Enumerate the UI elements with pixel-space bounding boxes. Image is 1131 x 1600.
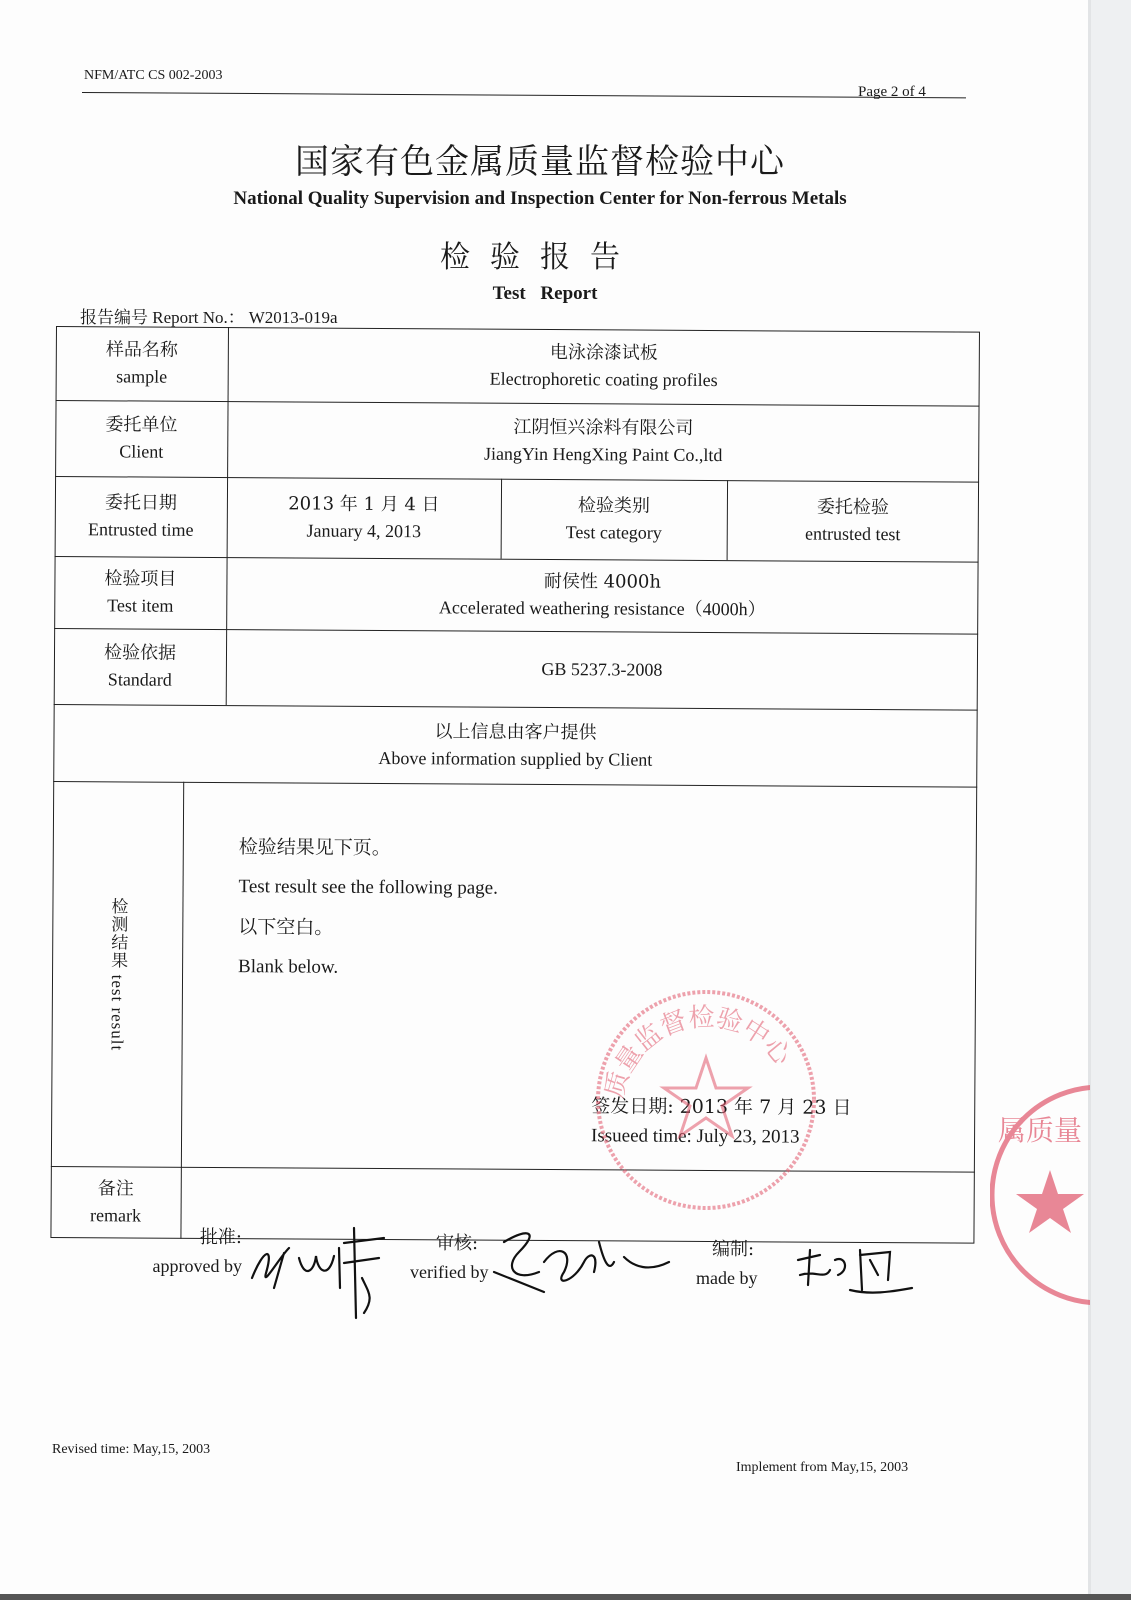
client-label: 委托单位 Client <box>105 414 178 462</box>
revised-time: Revised time: May,15, 2003 <box>52 1442 211 1457</box>
approved-by: 批准: approved by <box>152 1227 242 1276</box>
verified-by: 审核: verified by <box>410 1233 489 1282</box>
test-item-value: 耐侯性 4000h Accelerated weathering resistance（4000h） <box>438 570 766 620</box>
standard-value: GB 5237.3-2008 <box>541 658 663 680</box>
entrusted-value: 2013 年 1 月 4 日 January 4, 2013 <box>288 493 440 542</box>
report-number: 报告编号 Report No.： W2013-019a <box>80 308 338 327</box>
title-en: National Quality Supervision and Inspection Center for Non-ferrous Metals <box>233 188 847 209</box>
report-title-cn: 检验报告 <box>440 240 640 275</box>
page-number: Page 2 of 4 <box>858 84 926 100</box>
edge-seal <box>990 1080 1090 1310</box>
remark-label: 备注 remark <box>90 1178 142 1226</box>
result-line: 检验结果见下页。 <box>238 836 391 860</box>
report-table <box>50 326 984 1244</box>
seal-text: 质量监督检验中心 <box>599 1002 797 1102</box>
scan-edge-strip <box>1091 0 1131 1600</box>
issue-date-cn: 签发日期: 2013 年 7 月 23 日 <box>591 1095 852 1119</box>
edge-seal-star-icon <box>1016 1170 1084 1233</box>
result-line: Test result see the following page. <box>238 876 498 899</box>
report-title-en: Test Report <box>492 283 598 304</box>
info-note: 以上信息由客户提供 Above information supplied by Client <box>378 720 653 770</box>
made-signature <box>790 1240 920 1300</box>
client-value: 江阴恒兴涂料有限公司 JiangYin HengXing Paint Co.,ltd <box>483 416 723 466</box>
sample-label: 样品名称 sample <box>105 339 178 387</box>
approved-signature <box>244 1218 394 1328</box>
edge-seal-text: 属质量 <box>998 1114 1083 1147</box>
doc-code: NFM/ATC CS 002-2003 <box>84 68 223 83</box>
result-label: 检测结果 test result <box>107 896 128 1051</box>
implement-time: Implement from May,15, 2003 <box>736 1460 909 1475</box>
category-label: 检验类别 Test category <box>565 495 662 543</box>
test-item-label: 检验项目 Test item <box>104 568 177 616</box>
category-value: 委托检验 entrusted test <box>804 496 901 545</box>
official-seal <box>592 986 820 1214</box>
scan-edge-line <box>1088 0 1091 1600</box>
issue-date-en: Issueed time: July 23, 2013 <box>590 1125 800 1148</box>
entrusted-label: 委托日期 Entrusted time <box>87 492 194 540</box>
seal-star-icon <box>664 1058 748 1136</box>
made-by: 编制: made by <box>696 1239 758 1288</box>
sample-value: 电泳涂漆试板 Electrophoretic coating profiles <box>489 342 718 391</box>
result-text <box>238 827 498 989</box>
result-line: 以下空白。 <box>238 916 334 939</box>
title-cn: 国家有色金属质量监督检验中心 <box>295 142 785 182</box>
scan-bottom-band <box>0 1594 1131 1600</box>
header-rule <box>82 92 966 98</box>
standard-label: 检验依据 Standard <box>103 642 177 690</box>
result-line: Blank below. <box>238 956 339 978</box>
verified-signature <box>484 1222 674 1302</box>
